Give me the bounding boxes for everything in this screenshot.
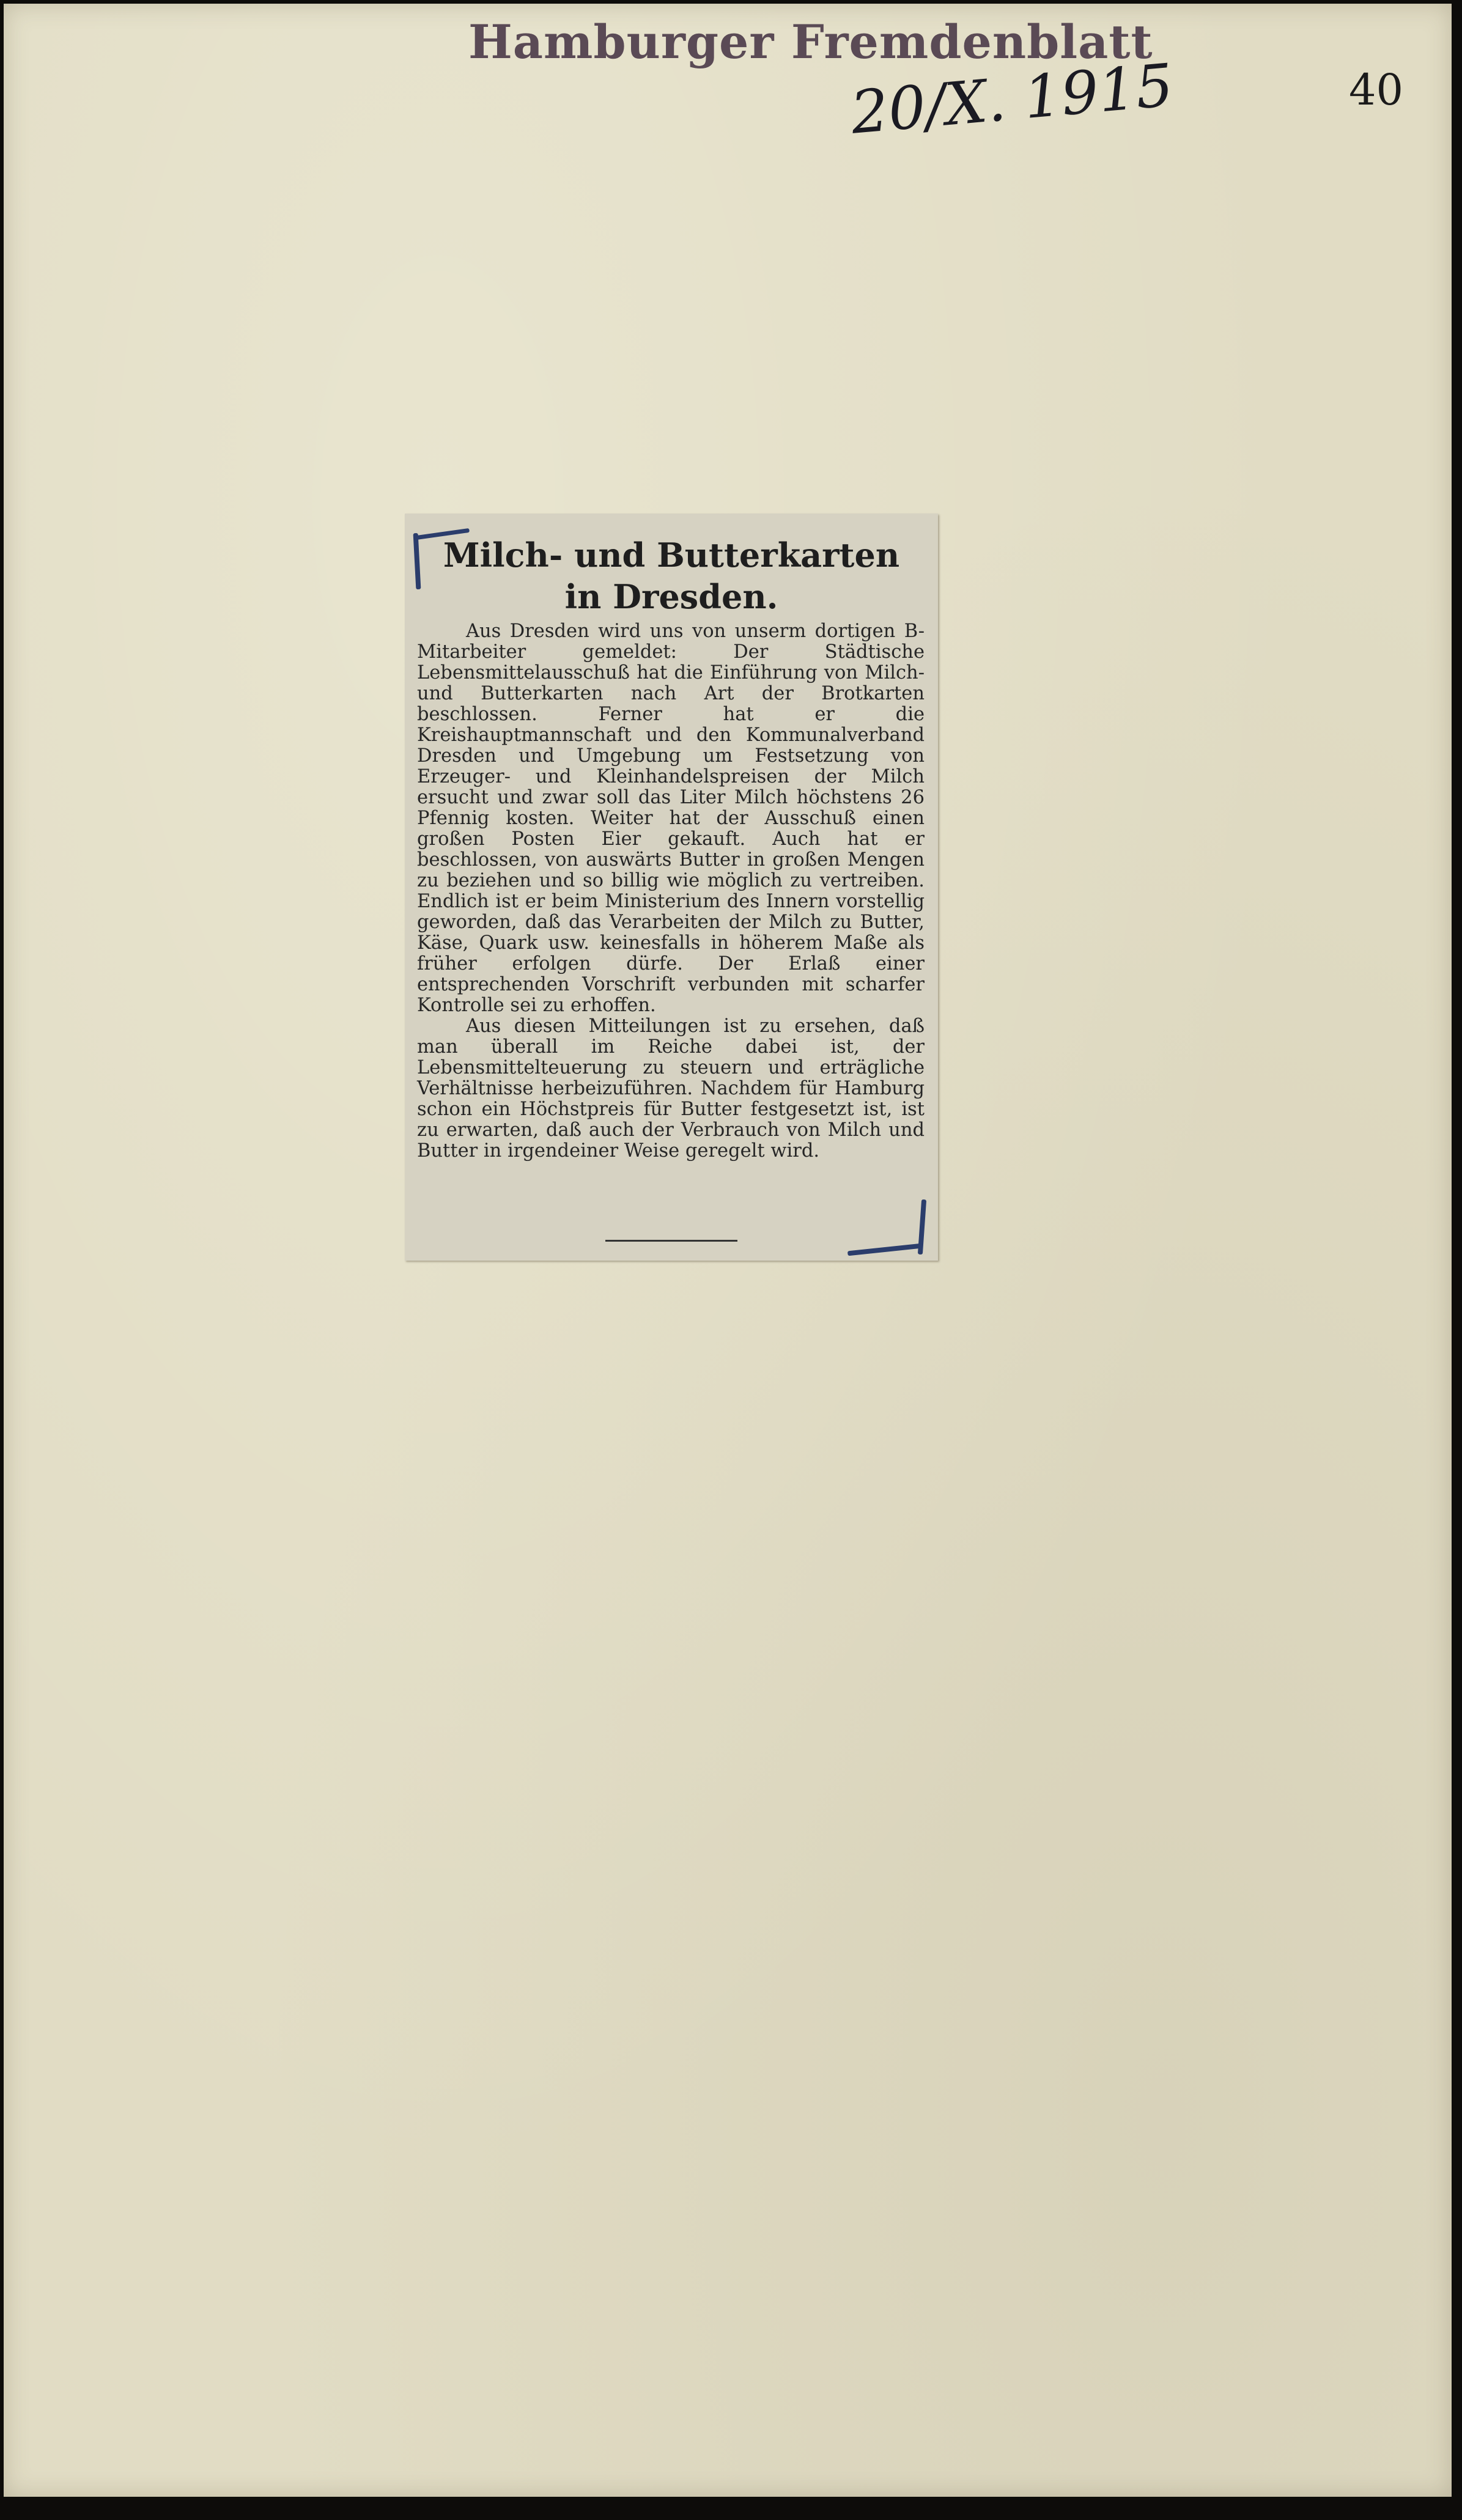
page-number: 40 xyxy=(1349,65,1404,115)
archive-sheet xyxy=(4,4,1452,2497)
newspaper-masthead: Hamburger Fremdenblatt xyxy=(468,15,1153,69)
clipping-end-rule xyxy=(605,1240,737,1242)
newspaper-clipping xyxy=(405,514,938,1261)
clipping-headline-line-2: in Dresden. xyxy=(564,577,778,616)
clipping-body xyxy=(417,621,925,1162)
clipping-paragraph-1: Aus Dresden wird uns von unserm dortigen B-Mitarbeiter gemeldet: Der Städtische Lebensmittelausschuß hat die Einführung von Milch- und Butterkarten nach Art der Brotkarten beschlossen. Ferner hat er die Kreishauptmannschaft und den Kommunalverband Dresden und Umgebung um Festsetzung von Erzeuger- und Kleinhandelspreisen der Milch ersucht und zwar soll das Liter Milch höchstens 26 Pfennig kosten. Weiter hat der Ausschuß einen großen Posten Eier gekauft. Auch hat er beschlossen, von auswärts Butter in großen Mengen zu beziehen und so billig wie möglich zu vertreiben. Endlich ist er beim Ministerium des Innern vorstellig geworden, daß das Verarbeiten der Milch zu Butter, Käse, Quark usw. keinesfalls in höherem Maße als früher erfolgen dürfe. Der Erlaß einer entsprechenden Vorschrift verbunden mit scharfer Kontrolle sei zu erhoffen. xyxy=(417,621,925,1016)
handwritten-date: 20/X. 1915 xyxy=(848,51,1176,147)
clipping-headline-line-1: Milch- und Butterkarten xyxy=(443,536,900,575)
clipping-headline xyxy=(405,534,938,617)
clipping-paragraph-2: Aus diesen Mitteilungen ist zu ersehen, daß man überall im Reiche dabei ist, der Lebensmittelteuerung zu steuern und erträgliche Verhältnisse herbeizuführen. Nachdem für Hamburg schon ein Höchstpreis für Butter festgesetzt ist, ist zu erwarten, daß auch der Verbrauch von Milch und Butter in irgendeiner Weise geregelt wird. xyxy=(417,1015,925,1162)
